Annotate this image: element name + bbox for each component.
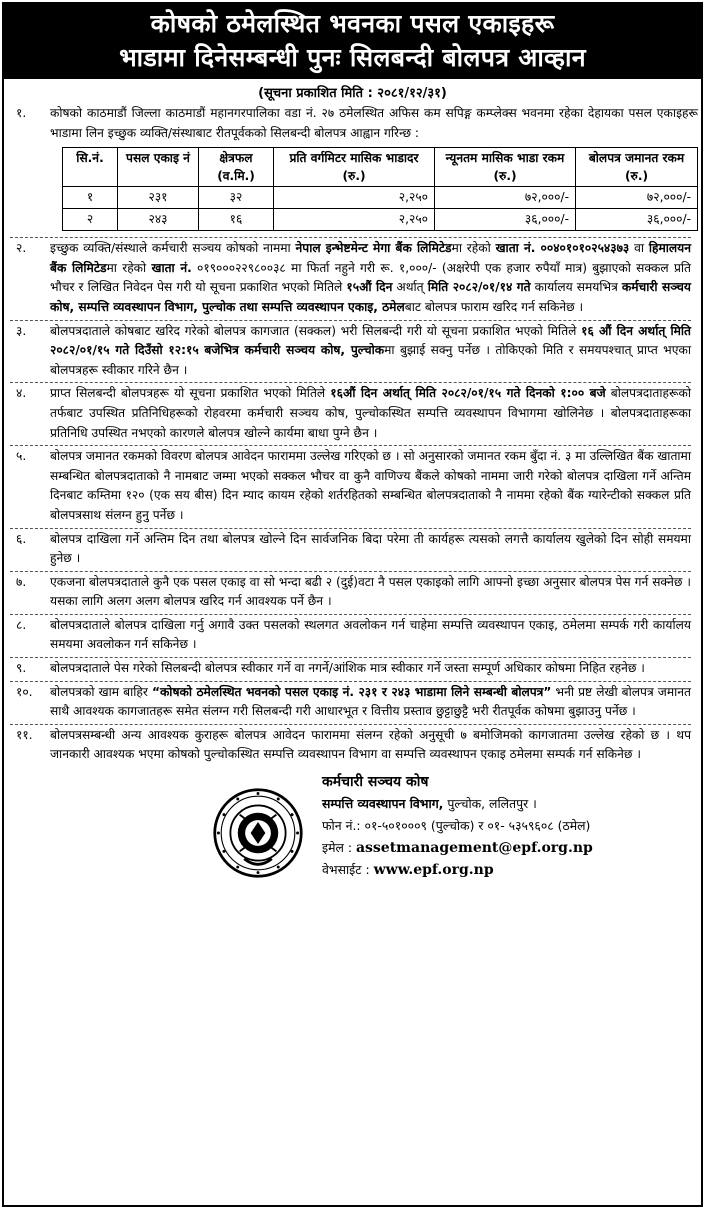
item-text: प्राप्त सिलबन्दी बोलपत्रहरू यो सूचना प्रकाशित भएको मितिले १६औं दिन अर्थात् मिति २०८२/०१/१५ गते दिनको १:०० बजे बोलपत्रदाताहरूको तर्फबाट उपस्थित प्रतिनिधिहरूको रोहवरमा कर्मचारी सञ्चय कोष, पुल्चोकस्थित सम्पत्ति व्यवस्थापन विभागमा खोलिनेछ । बोलपत्रदाताहरूका प्रतिनिधि उपस्थित नभएको कारणले बोलपत्र खोल्ने कार्यमा बाधा पुग्ने छैन । — [50, 386, 691, 440]
item-number: २. — [16, 241, 27, 256]
item-text: बोलपत्रसम्बन्धी अन्य आवश्यक कुराहरू बोलपत्र आवेदन फाराममा संलग्न रहेको अनुसूची ७ बमोजिमको कागजातमा उल्लेख रहेको छ । थप जानकारी आवश्यक भएमा कोषको पुल्चोकस्थित सम्पत्ति व्यवस्थापन विभाग वा सम्पत्ति व्यवस्थापन एकाइ ठमेलमा सम्पर्क गर्न सकिनेछ । — [50, 727, 691, 762]
epf-seal-logo-icon — [212, 787, 304, 879]
item-text: बोलपत्रदाताले पेस गरेको सिलबन्दी बोलपत्र स्वीकार गर्ने वा नगर्ने/आंशिक मात्र स्वीकार गर्ने जस्ता सम्पूर्ण अधिकार कोषमा निहित रहनेछ । — [50, 661, 645, 676]
item-text: कोषको काठमाडौं जिल्ला काठमाडौं महानगरपालिका वडा नं. २७ ठमेलस्थित अफिस कम सपिङ्ग कम्प्लेक्स भवनमा रहेका देहायका पसल एकाइहरू भाडामा लिन इच्छुक व्यक्ति/संस्थाबाट रीतपूर्वकको सिलबन्दी बोलपत्र आह्वान गरिन्छ : — [50, 106, 698, 140]
item-text: बोलपत्रको खाम बाहिर “कोषको ठमेलस्थित भवनको पसल एकाइ नं. २३१ र २४३ भाडामा लिने सम्बन्धी बोलपत्र” भनी प्रष्ट लेखी बोलपत्र जमानत साथै आवश्यक कागजातहरू समेत संलग्न गरी सिलबन्दी गरी आधारभूत र वित्तीय प्रस्ताव छुट्टाछुट्टै भरी रीतपूर्वक कोषमा बुझाउनु पर्नेछ । — [50, 684, 691, 719]
cell-rate: २,२५० — [274, 187, 435, 209]
item-number: ८. — [16, 617, 27, 632]
email-link[interactable]: assetmanagement@epf.org.np — [355, 840, 593, 857]
item-number: ५. — [16, 449, 27, 464]
notice-page — [2, 2, 703, 1207]
email-line: इमेल : assetmanagement@epf.org.np — [322, 840, 593, 857]
notice-items — [4, 103, 701, 767]
notice-item-9 — [10, 658, 691, 682]
notice-item-3 — [10, 321, 691, 384]
cell-area: ३२ — [199, 187, 274, 209]
cell-sn: २ — [63, 209, 118, 231]
notice-title-line1: कोषको ठमेलस्थित भवनका पसल एकाइहरू — [150, 9, 555, 38]
cell-min-rent: ७२,०००/- — [435, 187, 576, 209]
item-text: बोलपत्र जमानत रकमको विवरण बोलपत्र आवेदन फाराममा उल्लेख गरिएको छ । सो अनुसारको जमानत रकम बुँदा नं. ३ मा उल्लिखित बैंक खातामा सम्बन्धित बोलपत्रदाताको नै नामबाट जम्मा भएको सक्कल भौचर वा कुनै वाणिज्य बैंकले कोषको नाममा जारी गरेको बोलपत्र दाखिला गर्ने अन्तिम दिनबाट कम्तिमा १२० (एक सय बीस) दिन म्याद कायम रहेको शर्तरहितको सम्बन्धित बोलपत्रदाताको नै नाममा रहेको बैंक ग्यारेन्टीको सक्कल प्रति बोलपत्रसाथ संलग्न हुनु पर्नेछ । — [50, 449, 691, 522]
cell-bid-bond: ७२,०००/- — [576, 187, 698, 209]
notice-item-7 — [10, 572, 691, 615]
item-number: १०. — [16, 684, 33, 699]
table-row — [63, 187, 698, 209]
notice-footer — [4, 769, 701, 919]
item-number: ९. — [16, 661, 27, 676]
col-header-area: क्षेत्रफल (व.मि.) — [199, 148, 274, 187]
item-number: ६. — [16, 531, 27, 546]
cell-area: १६ — [199, 209, 274, 231]
notice-item-2 — [10, 238, 691, 320]
item-text: बोलपत्र दाखिला गर्ने अन्तिम दिन तथा बोलपत्र खोल्ने दिन सार्वजनिक बिदा परेमा ती कार्यहरू त्यसको लगत्तै कार्यालय खुलेको दिन सोही समयमा हुनेछ । — [50, 531, 691, 566]
notice-header — [4, 4, 701, 79]
col-header-bid-bond: बोलपत्र जमानत रकम (रु.) — [576, 148, 698, 187]
cell-rate: २,२५० — [274, 209, 435, 231]
col-header-unit: पसल एकाइ नं — [118, 148, 199, 187]
item-number: १. — [16, 106, 27, 120]
item-text: इच्छुक व्यक्ति/संस्थाले कर्मचारी सञ्चय कोषको नाममा नेपाल इन्भेष्टमेन्ट मेगा बैंक लिमिटेडमा रहेको खाता नं. ००४०१०१०२५४३७३ वा हिमालयन बैंक लिमिटेडमा रहेको खाता नं. ०१९०००२२९८००३८ मा फिर्ता नहुने गरी रू. १,०००/- (अक्षरेपी एक हजार रुपैयाँ मात्र) बुझाएको सक्कल प्रति भौचर र लिखित निवेदन पेस गरी यो सूचना प्रकाशित भएको मितिले १५औं दिन अर्थात् मिति २०८२/०१/१४ गते कार्यालय समयभित्र कर्मचारी सञ्चय कोष, सम्पत्ति व्यवस्थापन विभाग, पुल्चोक तथा सम्पत्ति व्यवस्थापन एकाइ, ठमेलबाट बोलपत्र फाराम खरिद गर्न सकिनेछ । — [50, 241, 691, 314]
item-number: ३. — [16, 323, 27, 338]
item-number: ११. — [16, 727, 33, 742]
col-header-rate: प्रति वर्गमिटर मासिक भाडादर (रु.) — [274, 148, 435, 187]
notice-item-8 — [10, 615, 691, 658]
item-text: बोलपत्रदाताले बोलपत्र दाखिला गर्नु अगावै उक्त पसलको स्थलगत अवलोकन गर्न चाहेमा सम्पत्ति व्यवस्थापन एकाइ, ठमेलमा सम्पर्क गरी कार्यालय समयमा अवलोकन गर्न सकिनेछ । — [50, 617, 691, 652]
notice-item-6 — [10, 529, 691, 572]
item-text: बोलपत्रदाताले कोषबाट खरिद गरेको बोलपत्र कागजात (सक्कल) भरी सिलबन्दी गरी यो सूचना प्रकाशित भएको मितिले १६ औं दिन अर्थात् मिति २०८२/०१/१५ गते दिउँसो १२:१५ बजेभित्र कर्मचारी सञ्चय कोष, पुल्चोकमा बुझाई सक्नु पर्नेछ । तोकिएको मिति र समयपश्चात् प्राप्त भएका बोलपत्रहरू स्वीकार गरिने छैन । — [50, 323, 691, 377]
notice-item-11 — [10, 725, 691, 767]
cell-unit: २३१ — [118, 187, 199, 209]
phone-numbers: फोन नं.: ०१-५०१०००९ (पुल्चोक) र ०१- ५३५९६०८ (ठमेल) — [322, 818, 591, 834]
notice-item-1 — [10, 103, 698, 238]
shop-units-table — [62, 147, 698, 231]
notice-item-10 — [10, 682, 691, 725]
cell-sn: १ — [63, 187, 118, 209]
item-text: एकजना बोलपत्रदाताले कुनै एक पसल एकाइ वा सो भन्दा बढी २ (दुई)वटा नै पसल एकाइको लागि आफ्नो इच्छा अनुसार बोलपत्र पेस गर्न सक्नेछ । यसका लागि अलग अलग बोलपत्र खरिद गर्न आवश्यक पर्ने छैन । — [50, 574, 691, 609]
website-link[interactable]: www.epf.org.np — [373, 862, 494, 879]
publication-date: (सूचना प्रकाशित मिति : २०८१/१२/३१) — [258, 86, 447, 101]
cell-bid-bond: ३६,०००/- — [576, 209, 698, 231]
table-header-row — [63, 148, 698, 187]
cell-min-rent: ३६,०००/- — [435, 209, 576, 231]
department-address: सम्पत्ति व्यवस्थापन विभाग, पुल्चोक, ललितपुर । — [322, 796, 537, 812]
item-number: ४. — [16, 386, 27, 401]
col-header-sn: सि.नं. — [63, 148, 118, 187]
notice-item-5 — [10, 446, 691, 528]
contact-block — [322, 771, 593, 881]
notice-title-line2: भाडामा दिनेसम्बन्धी पुनः सिलबन्दी बोलपत्र आव्हान — [119, 43, 586, 72]
notice-item-4 — [10, 383, 691, 446]
col-header-min-rent: न्यूनतम मासिक भाडा रकम (रु.) — [435, 148, 576, 187]
table-row — [63, 209, 698, 231]
cell-unit: २४३ — [118, 209, 199, 231]
org-name: कर्मचारी सञ्चय कोष — [322, 774, 429, 791]
item-number: ७. — [16, 574, 27, 589]
website-line: वेभसाईट : www.epf.org.np — [322, 862, 494, 879]
